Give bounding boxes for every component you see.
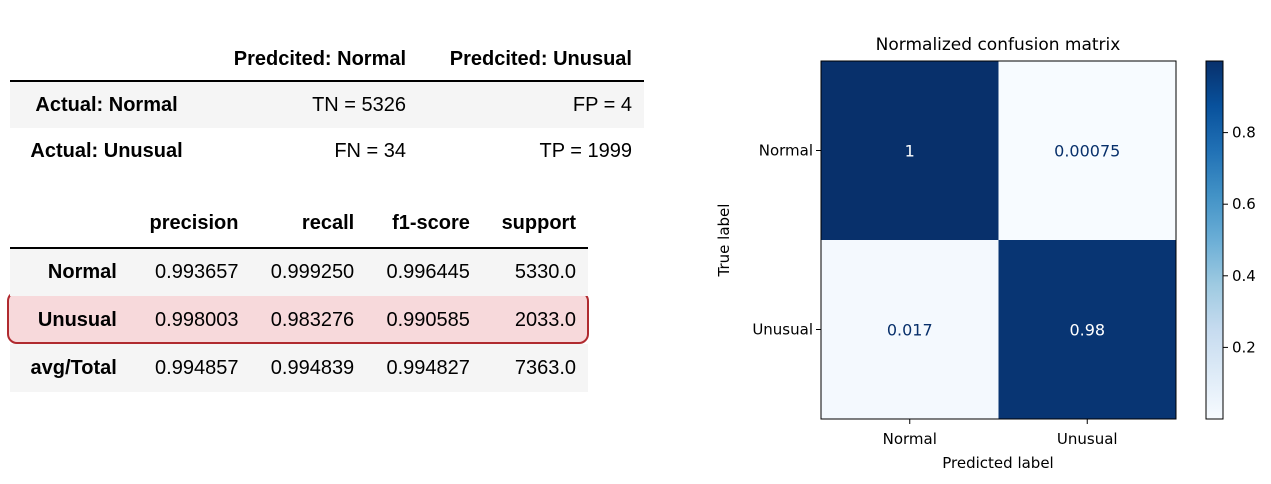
classification-report-table	[10, 200, 588, 392]
header-cell: recall	[301, 212, 355, 234]
cell-value-label: 1	[904, 141, 915, 161]
colorbar	[1206, 61, 1223, 419]
colorbar-tick-label: 0.2	[1232, 338, 1256, 357]
table-cell: 0.990585	[386, 308, 470, 331]
header-cell: support	[501, 212, 576, 234]
y-tick-label: Normal	[758, 141, 813, 160]
header-cell	[10, 200, 129, 248]
row-label: Normal	[47, 261, 117, 283]
table-cell: 0.983276	[270, 308, 355, 331]
table-row	[10, 248, 588, 296]
chart-title: Normalized confusion matrix	[875, 35, 1121, 55]
header-cell	[10, 39, 203, 81]
table-header-row	[10, 200, 588, 248]
row-label: Unusual	[37, 308, 117, 331]
row-label: avg/Total	[30, 356, 117, 379]
table-cell: 0.993657	[155, 261, 239, 283]
table-cell: 0.994857	[155, 356, 239, 379]
table-cell: TP = 1999	[539, 140, 632, 162]
colorbar-tick-label: 0.6	[1232, 195, 1256, 214]
colorbar-tick-label: 0.8	[1232, 123, 1256, 142]
table-cell: 0.999250	[270, 261, 355, 283]
colorbar-tick-label: 0.4	[1232, 266, 1256, 285]
table-cell: 0.994827	[386, 356, 470, 379]
table-row-highlighted	[10, 296, 588, 344]
header-cell: precision	[149, 212, 239, 234]
confusion-counts-table	[10, 39, 644, 175]
table-row	[10, 128, 644, 175]
x-tick-label: Normal	[882, 430, 937, 448]
table-cell: 2033.0	[514, 308, 576, 331]
x-tick-label: Unusual	[1056, 430, 1118, 448]
table-cell: 7363.0	[514, 356, 576, 379]
table-cell: 0.996445	[386, 261, 470, 283]
header-cell: f1-score	[392, 212, 470, 234]
cell-value-label: 0.00075	[1054, 141, 1121, 161]
confusion-matrix-chart	[700, 0, 1271, 484]
row-label: Actual: Unusual	[30, 140, 183, 162]
header-cell: Predcited: Unusual	[449, 48, 632, 70]
x-axis-label: Predicted label	[942, 454, 1054, 472]
row-label: Actual: Normal	[35, 93, 178, 116]
table-cell: 5330.0	[514, 261, 576, 283]
y-axis-label: True label	[715, 203, 733, 277]
y-tick-label: Unusual	[752, 320, 813, 339]
table-cell: 0.998003	[155, 308, 239, 331]
cell-value-label: 0.98	[1069, 320, 1106, 340]
cell-value-label: 0.017	[886, 320, 933, 340]
header-cell: Predcited: Normal	[233, 48, 407, 70]
table-row	[10, 81, 644, 128]
table-cell: 0.994839	[270, 356, 355, 379]
table-cell: FP = 4	[572, 93, 632, 116]
table-cell: TN = 5326	[312, 93, 407, 116]
table-header-row	[10, 39, 644, 81]
table-row	[10, 344, 588, 392]
table-cell: FN = 34	[334, 140, 407, 162]
